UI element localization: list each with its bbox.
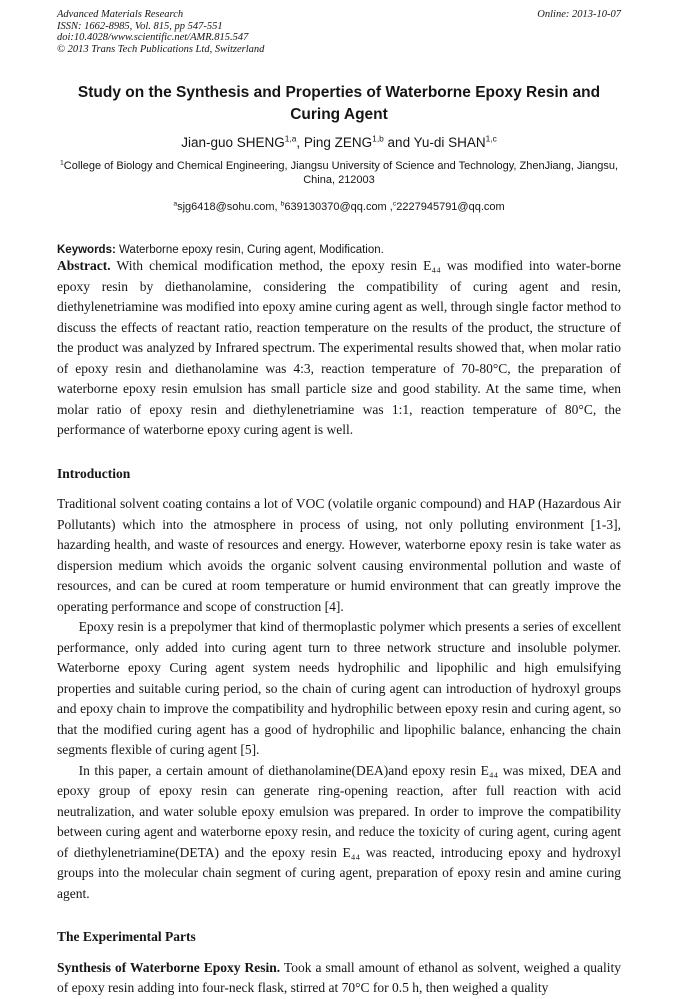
- email-a: sjg6418@sohu.com,: [177, 201, 281, 213]
- abstract-text: With chemical modification method, the epoxy resin E₄₄ was modified into water-borne epoxy resin by diethanolamine, considering the compatibility of curing agent and resin, diethylenetriamine was modified into epoxy amine curing agent as well, through single factor method to discuss the effects of reactant ratio, reaction temperature on the results of the product, the structure of the product was analyzed by Infrared spectrum. The experimental results showed that, when molar ratio of epoxy resin and diethanolamine was 4:3, reaction temperature of 70-80°C, the preparation of waterborne epoxy resin emulsion has small particle size and good stability. At the same time, when molar ratio of epoxy resin and diethylenetriamine was 1:1, reaction temperature of 80°C, the performance of waterborne epoxy curing agent is well.: [57, 258, 621, 437]
- affiliation-line: [59, 160, 619, 187]
- author-2-superscript: 1,b: [372, 133, 384, 144]
- affiliation-text: College of Biology and Chemical Engineering, Jiangsu University of Science and Technology, ZhenJiang, Jiangsu, China, 212003: [63, 160, 618, 186]
- journal-header: [57, 9, 621, 55]
- keywords-text: Waterborne epoxy resin, Curing agent, Modification.: [115, 244, 384, 256]
- introduction-paragraph-3: In this paper, a certain amount of diethanolamine(DEA)and epoxy resin E₄₄ was mixed, DEA and epoxy group of epoxy resin can generate ring-opening reaction, after full reaction with acid neutralization, and water soluble epoxy emulsion was prepared. In order to improve the compatibility between curing agent and waterborne epoxy resin, and reduce the toxicity of curing agent, curing agent of diethylenetriamine(DETA) and the epoxy resin E₄₄ was reacted, introducing epoxy and hydroxyl groups into the molecular chain segment of curing agent, preparation of epoxy resin and amine curing agent.: [57, 762, 621, 901]
- emails-line: [57, 201, 621, 213]
- online-date: Online: 2013-10-07: [537, 9, 621, 20]
- introduction-paragraph-2: Epoxy resin is a prepolymer that kind of thermoplastic polymer which presents a series of excellent performance, only added into curing agent turn to three network structure and insoluble polymer. Waterborne epoxy Curing agent system needs hydrophilic and lipophilic and high emulsifying properties and suitable curing period, so the chain of curing agent can introduction of hydroxyl groups and epoxy chain to improve the compatibility and hydrophilic between epoxy resin and curing agent, so that the modified curing agent has a good of hydrophilic and lipophilic balance, enhancing the chain segments flexible of curing agent [5].: [57, 619, 621, 757]
- keywords-label: Keywords:: [57, 244, 116, 256]
- authors-line: [57, 134, 621, 151]
- author-3-superscript: 1,c: [485, 133, 497, 144]
- introduction-heading: Introduction: [57, 465, 131, 481]
- email-c: 2227945791@qq.com: [396, 201, 505, 213]
- author-1-superscript: 1,a: [284, 133, 297, 144]
- paper-title: Study on the Synthesis and Properties of Waterborne Epoxy Resin and Curing Agent: [77, 84, 601, 123]
- affiliation-superscript: 1: [60, 159, 64, 167]
- keywords-line: [57, 244, 621, 256]
- introduction-paragraph-1: Traditional solvent coating contains a lot of VOC (volatile organic compound) and HAP (Hazardous Air Pollutants) which into the atmosphere in process of using, not only polluting environment [1-3], hazarding health, and waste of resources and energy. However, waterborne epoxy resin is take water as dispersion medium which avoids the organic solvent causing environmental pollution and waste of resources, and can be cured at room temperature or humid environment that can greatly improve the operating performance and scope of construction [4].: [57, 496, 621, 614]
- journal-doi-line: doi:10.4028/www.scientific.net/AMR.815.547: [57, 32, 249, 43]
- synthesis-label: Synthesis of Waterborne Epoxy Resin.: [57, 959, 281, 975]
- journal-header-left: [57, 9, 264, 55]
- synthesis-text: Took a small amount of ethanol as solvent, weighed a quality of epoxy resin adding into four-neck flask, stirred at 70°C for 0.5 h, then weighed a quality: [57, 959, 621, 995]
- author-2-name: Ping ZENG: [303, 135, 373, 150]
- journal-copyright-line: © 2013 Trans Tech Publications Ltd, Switzerland: [57, 43, 265, 55]
- author-3-name: Yu-di SHAN: [413, 135, 486, 150]
- abstract-label: Abstract.: [57, 258, 111, 273]
- email-b-superscript: b: [280, 200, 285, 208]
- author-separator-1: ,: [296, 135, 304, 150]
- journal-issn-line: ISSN: 1662-8985, Vol. 815, pp 547-551: [57, 20, 223, 32]
- email-b: 639130370@qq.com ,: [284, 201, 393, 213]
- journal-name: Advanced Materials Research: [57, 9, 184, 20]
- abstract-paragraph: [57, 256, 621, 441]
- author-1-name: Jian-guo SHENG: [181, 135, 285, 150]
- experimental-heading: The Experimental Parts: [57, 929, 196, 944]
- synthesis-paragraph: [57, 958, 621, 999]
- email-a-superscript: a: [173, 200, 178, 208]
- email-c-superscript: c: [392, 200, 397, 208]
- author-separator-2: and: [383, 135, 414, 150]
